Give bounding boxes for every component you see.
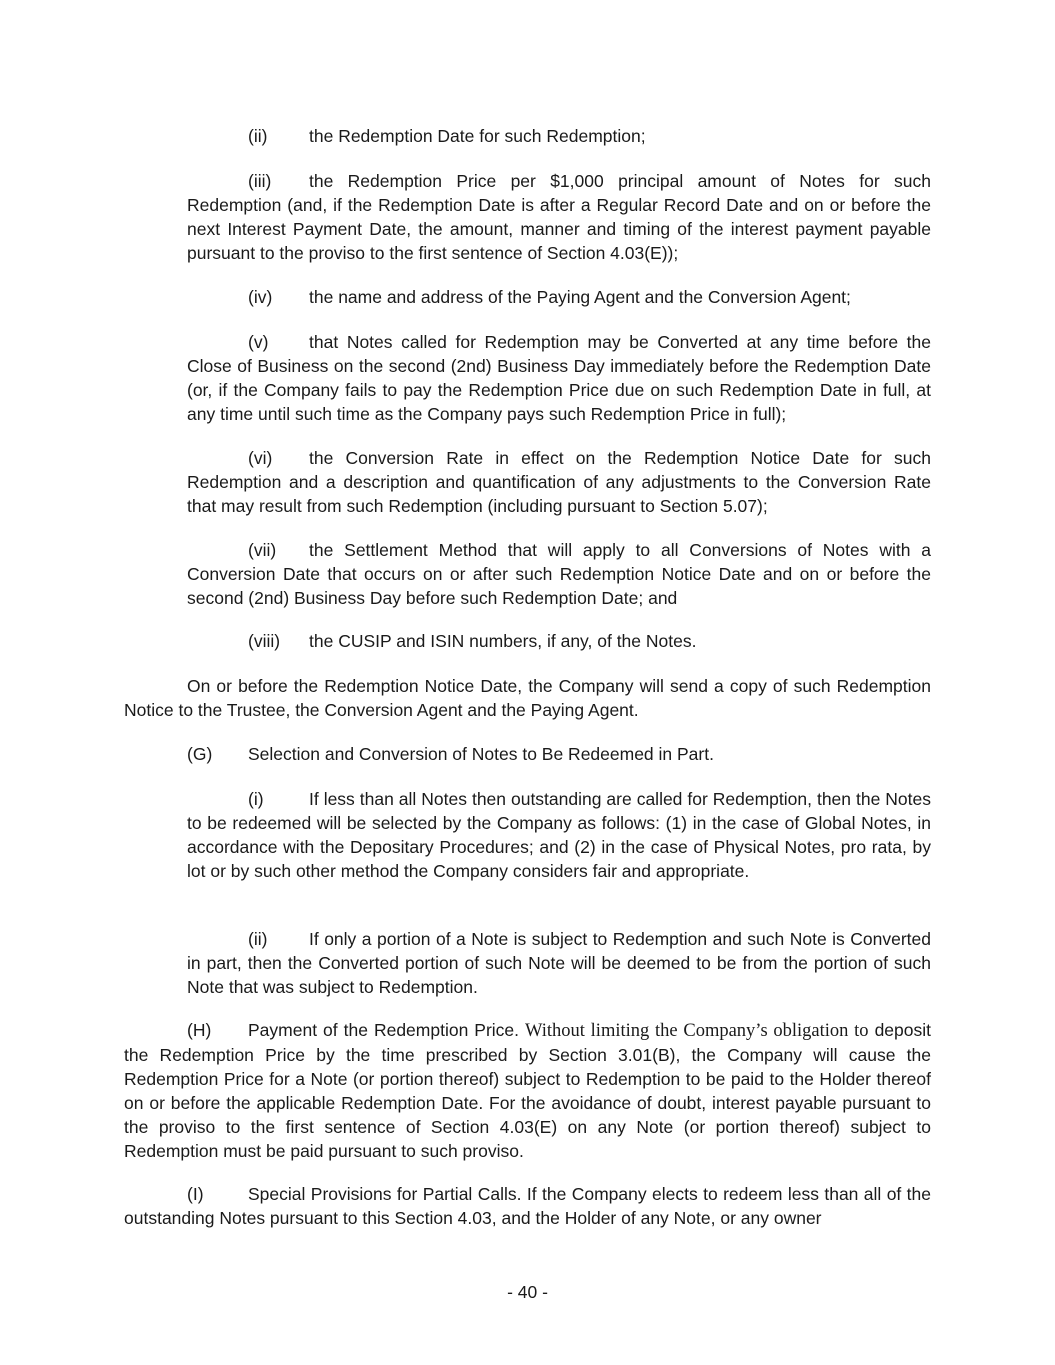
item-number: (vii) [248,540,277,560]
g-item-i [187,787,931,883]
section-h [124,1018,931,1163]
section-title: Special Provisions for Partial Calls. [248,1184,522,1204]
item-text: the Redemption Date for such Redemption; [309,126,646,146]
item-number: (iii) [248,171,272,191]
notice-item-iv [187,285,931,309]
g-item-ii [187,927,931,999]
item-text: the Redemption Price per $1,000 principal amount of Notes for such Redemption (and, if the Redemption Date is after a Regular Record Date and on or before the next Interest Payment Date, the amount, manner and timing of the interest payment payable pursuant to the proviso to the first sentence of Section 4.03(E)); [187,171,931,263]
section-number: (G) [187,744,213,764]
section-number: (I) [187,1184,204,1204]
item-text: the Settlement Method that will apply to all Conversions of Notes with a Conversion Date that occurs on or after such Redemption Notice Date and on or before the second (2nd) Business Day before such Redemption Date; and [187,540,931,608]
notice-item-ii [187,124,931,148]
item-number: (ii) [248,126,268,146]
item-text: If less than all Notes then outstanding are called for Redemption, then the Notes to be redeemed will be selected by the Company as follows: (1) in the case of Global Notes, in accordance with the Depositary Procedures; and (2) in the case of Physical Notes, pro rata, by lot or by such other method the Company considers fair and appropriate. [187,789,931,881]
notice-item-vii [187,538,931,610]
item-number: (v) [248,332,269,352]
section-text: deposit the Redemption Price by the time prescribed by Section 3.01(B), the Company will cause the Redemption Price for a Note (or portion thereof) subject to Redemption to be paid to the Holder thereof on or before the applicable Redemption Date. For the avoidance of doubt, interest payable pursuant to the proviso to the first sentence of Section 4.03(E) on any Note (or portion thereof) subject to Redemption must be paid pursuant to such proviso. [124,1020,931,1161]
item-number: (ii) [248,929,268,949]
section-title: Selection and Conversion of Notes to Be Redeemed in Part. [248,744,714,764]
section-serif-text: Without limiting the Company’s obligation to [525,1021,869,1041]
section-i [124,1182,931,1230]
notice-item-v [187,330,931,426]
item-text: the CUSIP and ISIN numbers, if any, of the Notes. [309,631,697,651]
section-number: (H) [187,1020,212,1040]
section-g-heading [124,742,931,766]
paragraph-text: On or before the Redemption Notice Date, the Company will send a copy of such Redemption Notice to the Trustee, the Conversion Agent and the Paying Agent. [124,676,931,720]
section-text: If the Company elects to redeem less than all of the outstanding Notes pursuant to this Section 4.03, and the Holder of any Note, or any owner [124,1184,932,1228]
item-number: (i) [248,789,264,809]
notice-paragraph [124,674,931,722]
item-text: If only a portion of a Note is subject to Redemption and such Note is Converted in part, then the Converted portion of such Note will be deemed to be from the portion of such Note that was subject to Redemption. [187,929,931,997]
item-number: (iv) [248,287,273,307]
item-number: (viii) [248,631,281,651]
item-text: the Conversion Rate in effect on the Redemption Notice Date for such Redemption and a description and quantification of any adjustments to the Conversion Rate that may result from such Redemption (including pursuant to Section 5.07); [187,448,931,516]
notice-item-vi [187,446,931,518]
item-text: that Notes called for Redemption may be Converted at any time before the Close of Business on the second (2nd) Business Day immediately before the Redemption Date (or, if the Company fails to pay the Redemption Price due on such Redemption Date in full, at any time until such time as the Company pays such Redemption Price in full); [187,332,931,424]
page-number: - 40 - [507,1282,548,1302]
item-number: (vi) [248,448,273,468]
item-text: the name and address of the Paying Agent and the Conversion Agent; [309,287,851,307]
notice-item-viii [187,629,931,653]
section-title: Payment of the Redemption Price. [248,1020,520,1040]
notice-item-iii [187,169,931,265]
